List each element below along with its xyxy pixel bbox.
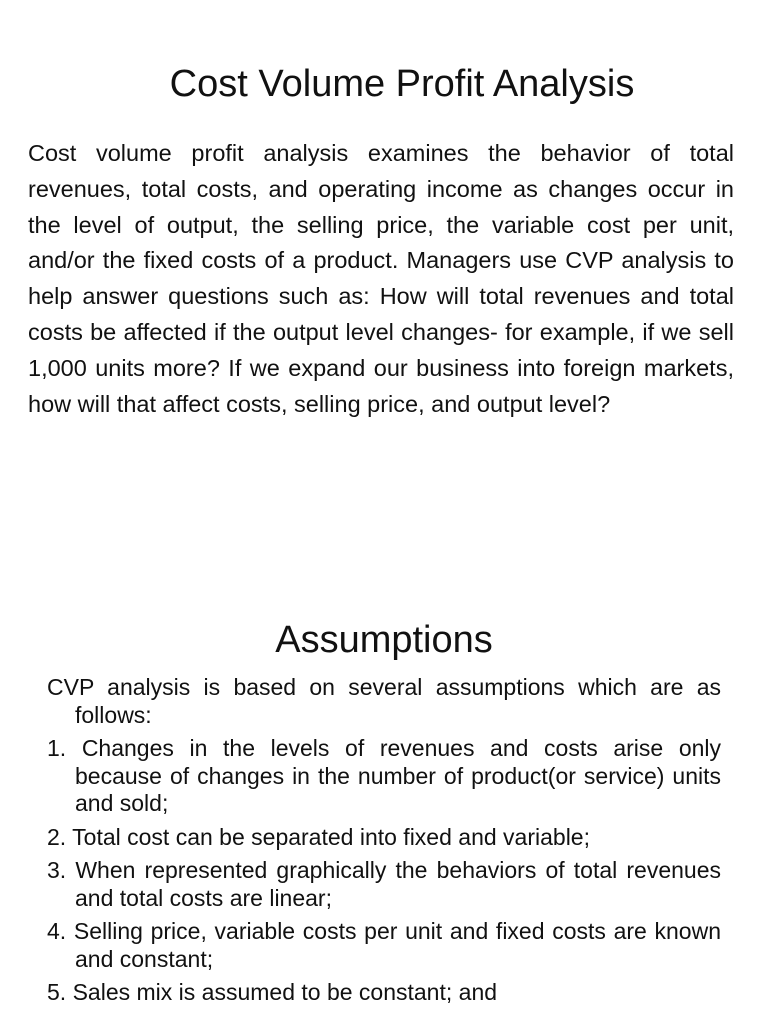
- slide-title: Cost Volume Profit Analysis: [169, 63, 635, 105]
- list-item-number: 3.: [47, 857, 76, 883]
- list-item: [47, 824, 721, 852]
- list-item-number: 4.: [47, 918, 74, 944]
- list-item-text: Total cost can be separated into fixed and variable;: [72, 823, 590, 850]
- list-item: [47, 918, 721, 973]
- list-item: [47, 735, 721, 818]
- slide-title: Assumptions: [275, 619, 493, 661]
- assumptions-intro: CVP analysis is based on several assumptions which are as follows:: [47, 674, 721, 728]
- slide-assumptions: [0, 600, 768, 1024]
- list-item-text: Selling price, variable costs per unit and fixed costs are known and constant;: [73, 918, 721, 972]
- list-item-number: 5.: [47, 979, 73, 1005]
- list-item: [47, 857, 721, 912]
- list-item-text: Sales mix is assumed to be constant; and: [72, 979, 498, 1005]
- list-item-text: When represented graphically the behaviors of total revenues and total costs are linear;: [75, 857, 722, 911]
- list-item-number: 2.: [47, 823, 73, 850]
- list-item-number: 1.: [47, 735, 82, 761]
- list-item-text: Changes in the levels of revenues and costs arise only because of changes in the number of product(or service) units and sold;: [75, 735, 722, 816]
- body-paragraph: Cost volume profit analysis examines the behavior of total revenues, total costs, and operating income as changes occur in the level of output, the selling price, the variable cost per unit, and/or the fixed costs of a product. Managers use CVP analysis to help answer questions such as: How will total revenues and total costs be affected if the output level changes- for example, if we sell 1,000 units more? If we expand our business into foreign markets, how will that affect costs, selling price, and output level?: [28, 140, 734, 417]
- list-item: [47, 979, 721, 1007]
- assumptions-list: [47, 674, 721, 1013]
